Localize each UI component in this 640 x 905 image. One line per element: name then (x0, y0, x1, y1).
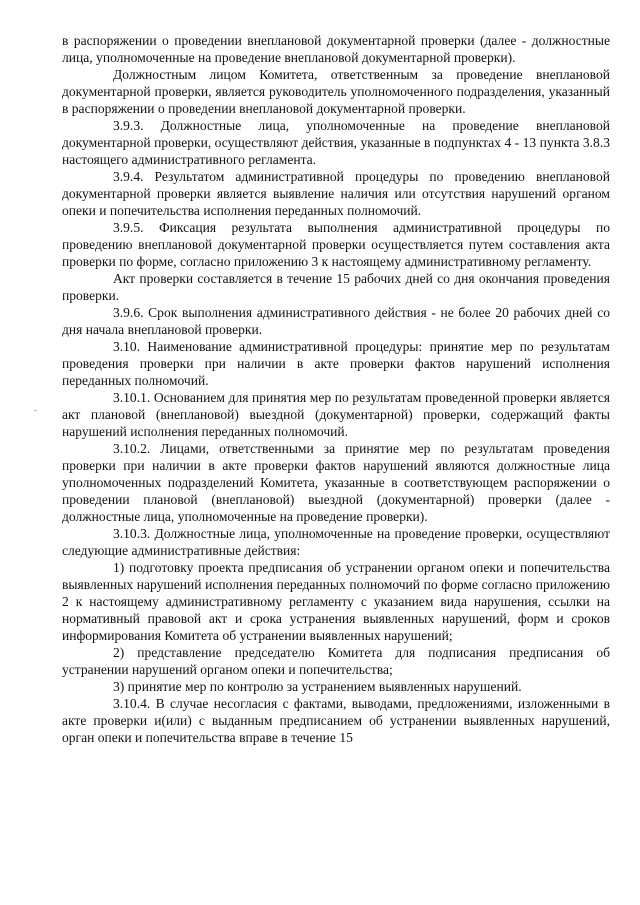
list-item-1: 1) подготовку проекта предписания об устранении органом опеки и попечительства выявленных нарушений исполнения переданных полномочий по форме согласно приложению 2 к настоящему административному регламенту с указанием вида нарушения, ссылки на нормативный правовой акт и срока устранения выявленных нарушений, форм и сроков информирования Комитета об устранении выявленных нарушений; (62, 560, 610, 643)
paragraph-p04: 3.9.4. Результатом административной процедуры по проведению внеплановой документарной проверки является выявление наличия или отсутствия нарушений органом опеки и попечительства исполнения переданных полномочий. (62, 169, 610, 218)
paragraph-p02: Должностным лицом Комитета, ответственным за проведение внеплановой документарной проверки, является руководитель уполномоченного подразделения, указанный в распоряжении о проведении внеплановой документарной проверки. (62, 67, 610, 116)
list-item-3: 3) принятие мер по контролю за устранением выявленных нарушений. (113, 679, 522, 694)
paragraph-p10: 3.10.2. Лицами, ответственными за принятие мер по результатам проведения проверки при наличии в акте проверки фактов нарушений являются должностные лица уполномоченных подразделений Комитета, указанные в соответствующем распоряжении о проведении плановой (внеплановой) выездной (документарной) проверки (далее - должностные лица, уполномоченные на проведение проверки). (62, 441, 610, 524)
document-page (62, 32, 610, 746)
paragraph-p08: 3.10. Наименование административной процедуры: принятие мер по результатам проведения проверки при наличии в акте проверки фактов нарушений исполнения переданных полномочий. (62, 339, 610, 388)
paragraph-p05: 3.9.5. Фиксация результата выполнения административной процедуры по проведению внеплановой документарной проверки осуществляется путем составления акта проверки по форме, согласно приложению 3 к настоящему административному регламенту. (62, 220, 610, 269)
paragraph-p06: Акт проверки составляется в течение 15 рабочих дней со дня окончания проведения проверки. (62, 271, 610, 303)
list-item-2: 2) представление председателю Комитета для подписания предписания об устранении нарушений органом опеки и попечительства; (62, 645, 610, 677)
paragraph-p07: 3.9.6. Срок выполнения административного действия - не более 20 рабочих дней со дня начала внеплановой проверки. (62, 305, 610, 337)
margin-scan-mark (34, 410, 37, 411)
paragraph-p09: 3.10.1. Основанием для принятия мер по результатам проведенной проверки является акт плановой (внеплановой) выездной (документарной) проверки, содержащий факты нарушений исполнения переданных полномочий. (62, 390, 610, 439)
paragraph-p11: 3.10.3. Должностные лица, уполномоченные на проведение проверки, осуществляют следующие административные действия: (62, 526, 610, 558)
paragraph-p03: 3.9.3. Должностные лица, уполномоченные на проведение внеплановой документарной проверки, осуществляют действия, указанные в подпунктах 4 - 13 пункта 3.8.3 настоящего административного регламента. (62, 118, 610, 167)
paragraph-p01: в распоряжении о проведении внеплановой документарной проверки (далее - должностные лица, уполномоченные на проведение внеплановой документарной проверки). (62, 33, 610, 65)
paragraph-p15: 3.10.4. В случае несогласия с фактами, выводами, предложениями, изложенными в акте проверки и(или) с выданным предписанием об устранении выявленных нарушений, орган опеки и попечительства вправе в течение 15 (62, 696, 610, 745)
